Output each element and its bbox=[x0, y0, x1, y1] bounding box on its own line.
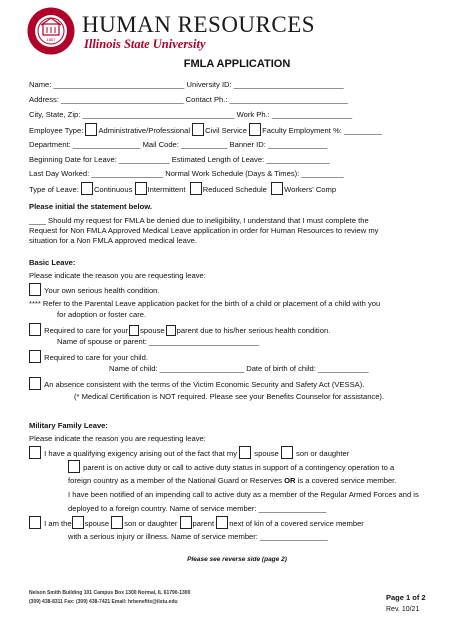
field-address-contact[interactable]: Address: _____________________________ Contact Ph.: ____________________________ bbox=[29, 95, 348, 104]
field-name-universityid[interactable]: Name: _______________________________ University ID: __________________________ bbox=[29, 80, 344, 89]
checkbox-caregiver[interactable] bbox=[29, 516, 41, 529]
option-reduced-schedule: Reduced Schedule bbox=[202, 185, 267, 194]
revision-date: Rev. 10/21 bbox=[386, 606, 420, 613]
label-exigency: I have a qualifying exigency arising out of the fact that my bbox=[44, 449, 238, 458]
label-care-child: Required to care for your child. bbox=[44, 353, 148, 362]
label-exigency-child: son or daughter bbox=[296, 449, 350, 458]
checkbox-caregiver-parent[interactable] bbox=[180, 516, 192, 529]
parental-note-1: **** Refer to the Parental Leave application packet for the birth of a child or placement of a child with you bbox=[29, 299, 381, 308]
checkbox-intermittent[interactable] bbox=[135, 182, 147, 195]
checkbox-exigency-spouse[interactable] bbox=[239, 446, 251, 459]
checkbox-vessa[interactable] bbox=[29, 377, 41, 390]
text-or-bold: OR bbox=[284, 476, 296, 485]
basic-option-vessa bbox=[29, 377, 364, 390]
label-care-for-your: Required to care for your bbox=[44, 326, 129, 335]
checkbox-spouse[interactable] bbox=[129, 325, 139, 336]
label-caregiver-parent: parent bbox=[192, 519, 215, 528]
checkbox-admin-professional[interactable] bbox=[85, 123, 97, 136]
basic-option-own-health bbox=[29, 283, 160, 296]
military-option-exigency bbox=[29, 446, 349, 459]
parental-note-2: for adoption or foster care. bbox=[57, 310, 147, 319]
initial-line-3: situation for a Non FMLA approved medical leave. bbox=[29, 236, 197, 245]
footer-contact: (309) 438-8311 Fax: (309) 438-7421 Email: hrbenefits@ilstu.edu bbox=[29, 599, 178, 605]
basic-leave-intro: Please indicate the reason you are requesting leave: bbox=[29, 271, 206, 280]
leave-type-label: Type of Leave: bbox=[29, 185, 79, 194]
university-seal-logo bbox=[26, 6, 76, 56]
leave-type-row bbox=[29, 182, 336, 195]
checkbox-next-of-kin[interactable] bbox=[216, 516, 228, 529]
field-department[interactable]: Department: ________________ Mail Code: ___________ Banner ID: ______________ bbox=[29, 140, 328, 149]
label-exigency-spouse: spouse bbox=[254, 449, 279, 458]
vessa-note: (* Medical Certification is NOT required. Please see your Benefits Counselor for assistance). bbox=[74, 392, 385, 401]
military-leave-intro: Please indicate the reason you are requesting leave: bbox=[29, 434, 206, 443]
field-child-name-dob[interactable]: Name of child: ____________________ Date of birth of child: ____________ bbox=[109, 364, 369, 373]
checkbox-civil-service[interactable] bbox=[192, 123, 204, 136]
checkbox-care-spouse-parent[interactable] bbox=[29, 323, 41, 336]
header-title: HUMAN RESOURCES bbox=[82, 12, 316, 37]
label-caregiver-spouse: spouse bbox=[84, 519, 110, 528]
checkbox-parent[interactable] bbox=[166, 325, 176, 336]
basic-option-care-child bbox=[29, 350, 148, 363]
page-number: Page 1 of 2 bbox=[386, 593, 426, 602]
footer-address: Nelson Smith Building 101 Campus Box 1300 Normal, IL 61790-1300 bbox=[29, 590, 191, 596]
checkbox-exigency-child[interactable] bbox=[281, 446, 293, 459]
label-vessa: An absence consistent with the terms of the Victim Economic Security and Safety Act (VESSA). bbox=[44, 380, 365, 389]
basic-option-care-spouse-parent bbox=[29, 323, 330, 336]
reverse-side-note: Please see reverse side (page 2) bbox=[187, 556, 287, 563]
military-exigency-line-3 bbox=[68, 476, 396, 486]
initial-line-1[interactable]: ____ Should my request for FMLA be denied due to ineligibility, I understand that I must complete the bbox=[29, 216, 369, 225]
label-i-am-the: I am the bbox=[44, 519, 72, 528]
initial-line-2: Request for Non FMLA Approved Medical Leave application in order for Human Resources to review my bbox=[29, 226, 379, 235]
form-title: FMLA APPLICATION bbox=[183, 58, 291, 70]
option-continuous: Continuous bbox=[93, 185, 133, 194]
text-guard-reserves: foreign country as a member of the National Guard or Reserves bbox=[68, 476, 282, 485]
checkbox-caregiver-spouse[interactable] bbox=[72, 516, 84, 529]
checkbox-continuous[interactable] bbox=[81, 182, 93, 195]
field-last-day[interactable]: Last Day Worked: _________________ Normal Work Schedule (Days & Times): __________ bbox=[29, 169, 344, 178]
checkbox-caregiver-child[interactable] bbox=[111, 516, 123, 529]
field-beginning-date[interactable]: Beginning Date for Leave: ____________ Estimated Length of Leave: _______________ bbox=[29, 155, 330, 164]
option-intermittent: Intermittent bbox=[147, 185, 186, 194]
checkbox-workers-comp[interactable] bbox=[271, 182, 283, 195]
field-city-workphone[interactable]: City, State, Zip: ____________________________________ Work Ph.: ___________________ bbox=[29, 110, 353, 119]
label-caregiver-child: son or daughter bbox=[124, 519, 178, 528]
label-next-of-kin: next of kin of a covered service member bbox=[229, 519, 364, 528]
military-exigency-line-4: I have been notified of an impending call to active duty as a member of the Regular Armed Forces and is bbox=[68, 490, 419, 499]
employee-type-row bbox=[29, 123, 382, 136]
svg-text:1857: 1857 bbox=[46, 37, 56, 42]
basic-leave-heading: Basic Leave: bbox=[29, 258, 76, 267]
option-civil-service: Civil Service bbox=[205, 126, 247, 135]
checkbox-faculty[interactable] bbox=[249, 123, 261, 136]
military-option-caregiver bbox=[29, 516, 364, 529]
checkbox-care-child[interactable] bbox=[29, 350, 41, 363]
text-covered-member: is a covered service member. bbox=[297, 476, 397, 485]
checkbox-reduced-schedule[interactable] bbox=[190, 182, 202, 195]
checkbox-own-health[interactable] bbox=[29, 283, 41, 296]
header-subtitle: Illinois State University bbox=[84, 37, 206, 51]
employee-type-label: Employee Type: bbox=[29, 126, 84, 135]
checkbox-exigency-parent[interactable] bbox=[68, 460, 80, 473]
label-exigency-parent: parent is on active duty or call to active duty status in support of a contingency operation to a bbox=[83, 463, 395, 472]
label-spouse: spouse bbox=[140, 326, 165, 335]
field-spouse-parent-name[interactable]: Name of spouse or parent: __________________________ bbox=[57, 337, 259, 346]
military-leave-heading: Military Family Leave: bbox=[29, 421, 108, 430]
checkbox-exigency[interactable] bbox=[29, 446, 41, 459]
option-faculty: Faculty Employment %: _________ bbox=[262, 126, 382, 135]
field-caregiver-service-member[interactable]: with a serious injury or illness. Name of service member: ________________ bbox=[68, 532, 328, 541]
option-admin-professional: Administrative/Professional bbox=[98, 126, 191, 135]
initial-heading: Please initial the statement below. bbox=[29, 202, 152, 211]
field-exigency-service-member[interactable]: deployed to a foreign country. Name of service member: ________________ bbox=[68, 504, 327, 513]
option-workers-comp: Workers' Comp bbox=[284, 185, 337, 194]
military-exigency-line-2 bbox=[68, 460, 394, 473]
label-parent-health: parent due to his/her serious health condition. bbox=[176, 326, 331, 335]
label-own-health: Your own serious health condition. bbox=[44, 286, 160, 295]
